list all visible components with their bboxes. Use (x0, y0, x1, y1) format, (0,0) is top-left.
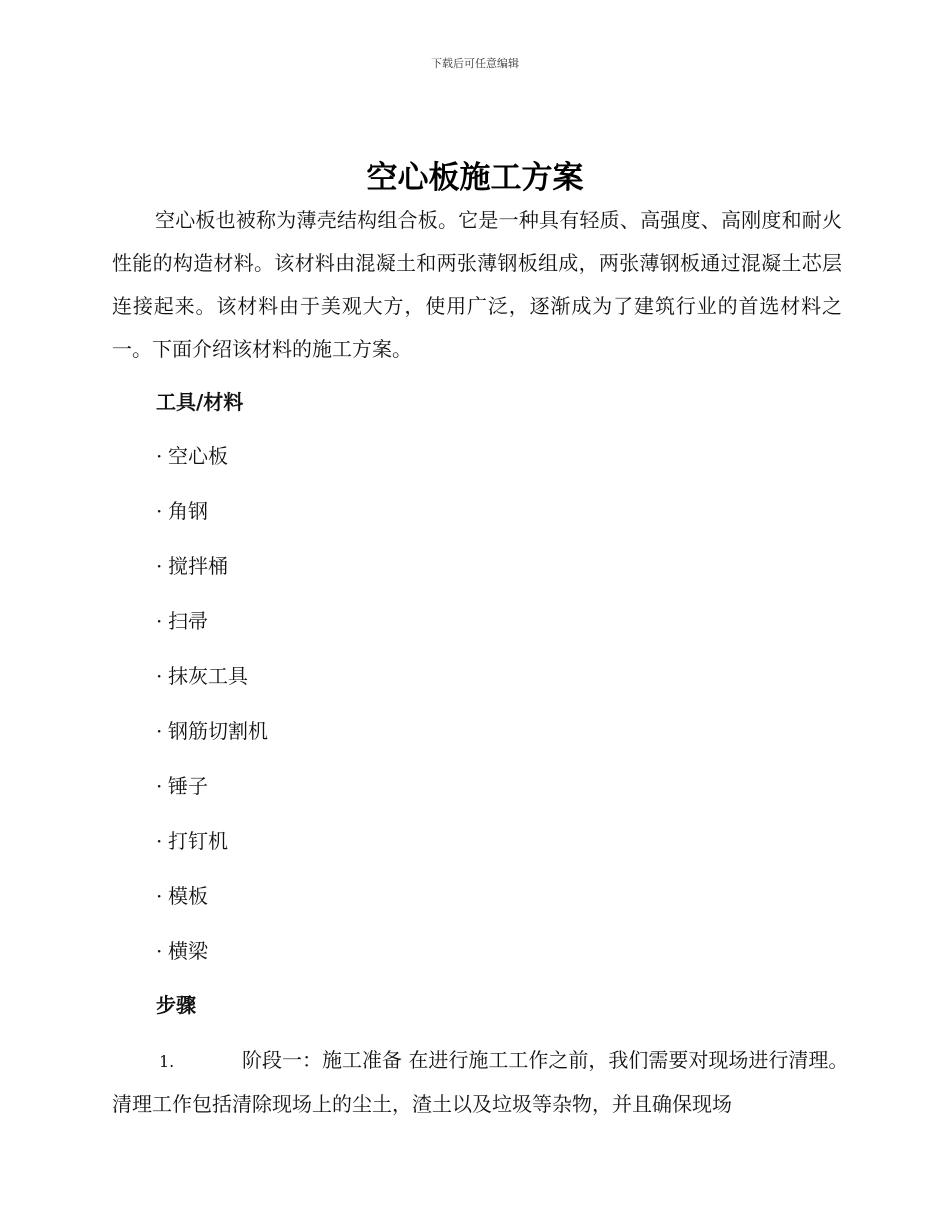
bullet-icon: · (156, 829, 163, 853)
step-number: 1. (159, 1052, 175, 1071)
step-text: 阶段一：施工准备 在进行施工工作之前，我们需要对现场进行清理。清理工作包括清除现场上的尘土，渣土以及垃圾等杂物，并且确保现场 (112, 1048, 849, 1116)
tool-list (156, 441, 268, 991)
tool-list-item (156, 661, 268, 716)
tool-list-item (156, 496, 268, 551)
tool-list-item (156, 716, 268, 771)
steps-heading: 步骤 (156, 993, 196, 1017)
tool-list-item (156, 826, 268, 881)
bullet-icon: · (156, 554, 163, 578)
bullet-icon: · (156, 939, 163, 963)
tool-label: 钢筋切割机 (168, 719, 268, 743)
tool-label: 空心板 (168, 444, 228, 468)
bullet-icon: · (156, 499, 163, 523)
header-note: 下载后可任意编辑 (431, 57, 519, 70)
tool-label: 抹灰工具 (168, 664, 248, 688)
bullet-icon: · (156, 444, 163, 468)
tool-label: 锤子 (168, 774, 208, 798)
tool-label: 模板 (168, 884, 208, 908)
bullet-icon: · (156, 719, 163, 743)
tool-label: 角钢 (168, 499, 208, 523)
bullet-icon: · (156, 884, 163, 908)
step-paragraph (112, 1039, 852, 1126)
tool-list-item (156, 551, 268, 606)
tool-list-item (156, 771, 268, 826)
document-title: 空心板施工方案 (366, 160, 584, 196)
bullet-icon: · (156, 774, 163, 798)
tool-label: 横梁 (168, 939, 208, 963)
tool-list-item (156, 881, 268, 936)
tool-label: 打钉机 (168, 829, 228, 853)
tools-heading: 工具/材料 (156, 390, 244, 414)
tool-label: 扫帚 (168, 609, 208, 633)
bullet-icon: · (156, 664, 163, 688)
tool-list-item (156, 441, 268, 496)
tool-list-item (156, 606, 268, 661)
intro-paragraph: 空心板也被称为薄壳结构组合板。它是一种具有轻质、高强度、高刚度和耐火性能的构造材料。该材料由混凝土和两张薄钢板组成，两张薄钢板通过混凝土芯层连接起来。该材料由于美观大方，使用广泛，逐渐成为了建筑行业的首选材料之一。下面介绍该材料的施工方案。 (112, 208, 842, 361)
bullet-icon: · (156, 609, 163, 633)
tool-list-item (156, 936, 268, 991)
tool-label: 搅拌桶 (168, 554, 228, 578)
